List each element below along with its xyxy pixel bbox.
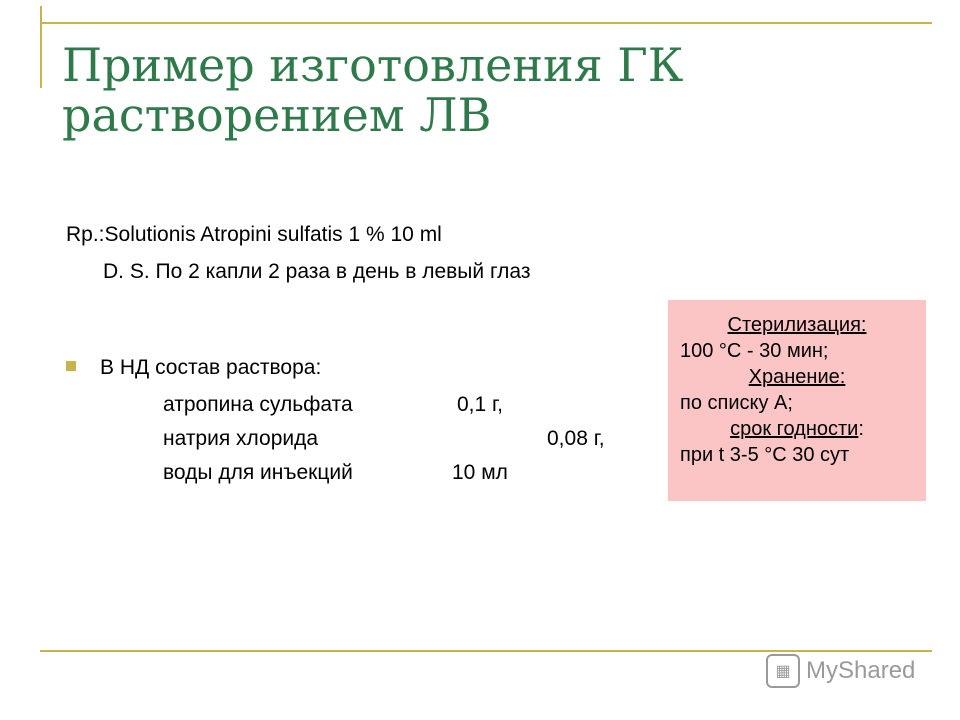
component-amount: 0,08 г,	[547, 427, 605, 450]
component-amount: 0,1 г,	[457, 393, 503, 416]
sterilization-value: 100 °С - 30 мин;	[680, 340, 829, 362]
storage-info-box	[668, 300, 926, 501]
slide-title: Пример изготовления ГК растворением ЛВ	[62, 38, 684, 142]
recipe-ds-line: D. S. По 2 капли 2 раза в день в левый глаз	[103, 260, 531, 283]
square-bullet-icon	[66, 361, 76, 371]
watermark-logo	[766, 654, 915, 688]
left-vertical-rule	[40, 6, 42, 88]
presentation-icon: ▦	[766, 654, 800, 688]
recipe-rp-line: Rp.:Solutionis Atropini sulfatis 1 % 10 ml	[66, 223, 442, 246]
bottom-rule	[40, 650, 932, 652]
composition-heading-row	[66, 355, 321, 381]
storage-label: Хранение:	[748, 366, 846, 388]
shelf-life-label: срок годности:	[730, 418, 864, 440]
component-name: атропина сульфата	[163, 393, 353, 416]
composition-heading: В НД состав раствора:	[100, 356, 322, 379]
component-name: натрия хлорида	[163, 427, 319, 450]
top-rule	[40, 22, 932, 24]
composition-row	[163, 426, 605, 452]
composition-row	[163, 392, 503, 418]
watermark-text: MyShared	[806, 657, 916, 684]
storage-value: по списку А;	[680, 392, 793, 414]
component-name: воды для инъекций	[163, 461, 353, 484]
shelf-life-value: при t 3-5 °С 30 сут	[680, 444, 850, 466]
composition-row	[163, 460, 508, 486]
component-amount: 10 мл	[452, 461, 508, 484]
sterilization-label: Стерилизация:	[727, 314, 867, 336]
